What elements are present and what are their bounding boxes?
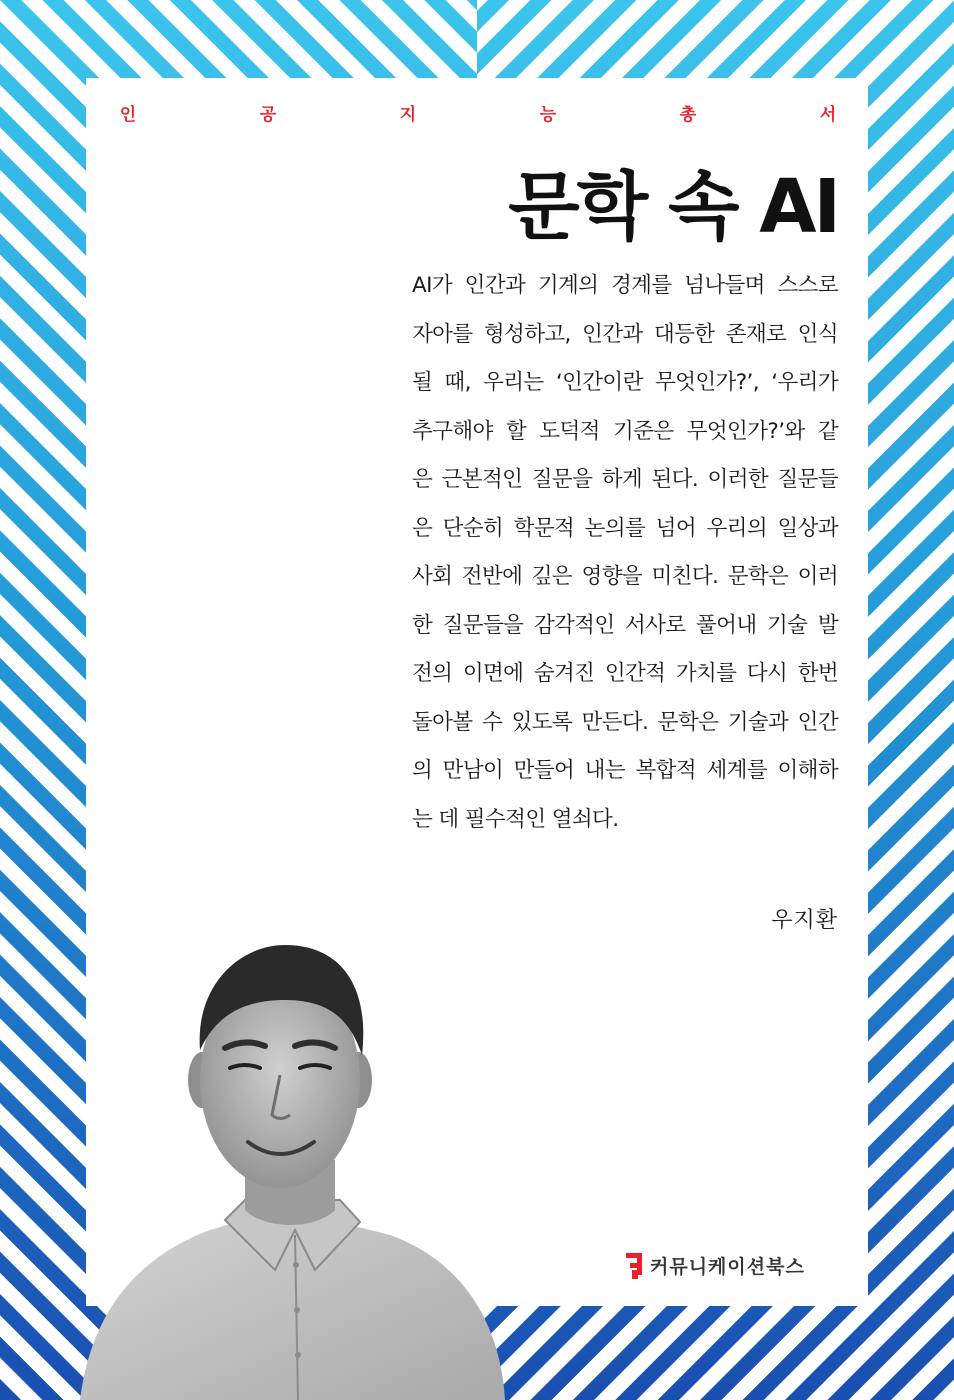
cover-blurb [412,262,838,844]
author-portrait [60,930,520,1400]
blurb-line: 한 질문들을 감각적인 서사로 풀어내 기술 발 [412,612,838,638]
blurb-line: AI가 인간과 기계의 경계를 넘나들며 스스로 [412,273,838,298]
book-title: 문학 속 AI [508,164,838,250]
blurb-line: 될 때, 우리는 ‘인간이란 무엇인가?’, ‘우리가 [412,370,838,395]
series-char: 능 [539,105,557,125]
series-char: 총 [679,105,697,125]
publisher-logo-icon [626,1253,644,1279]
publisher-name: 커뮤니케이션북스 [650,1256,805,1278]
author-name: 우지환 [771,908,838,933]
blurb-line: 자아를 형성하고, 인간과 대등한 존재로 인식 [412,321,838,347]
blurb-line: 은 근본적인 질문을 하게 된다. 이러한 질문들 [412,467,838,492]
blurb-line: 사회 전반에 깊은 영향을 미친다. 문학은 이러 [412,564,838,589]
series-char: 서 [819,105,837,125]
series-label [118,100,838,125]
blurb-line: 의 만남이 만들어 내는 복합적 세계를 이해하 [412,758,838,783]
blurb-line: 은 단순히 학문적 논의를 넘어 우리의 일상과 [412,515,838,541]
blurb-line: 전의 이면에 숨겨진 인간적 가치를 다시 한번 [412,661,838,686]
series-char: 공 [259,105,277,125]
series-char: 인 [119,105,137,125]
blurb-line: 돌아볼 수 있도록 만든다. 문학은 기술과 인간 [412,709,838,735]
blurb-line: 는 데 필수적인 열쇠다. [412,806,619,832]
blurb-line: 추구해야 할 도덕적 기준은 무엇인가?’와 같 [412,418,838,444]
publisher [626,1252,805,1279]
series-char: 지 [399,105,417,125]
